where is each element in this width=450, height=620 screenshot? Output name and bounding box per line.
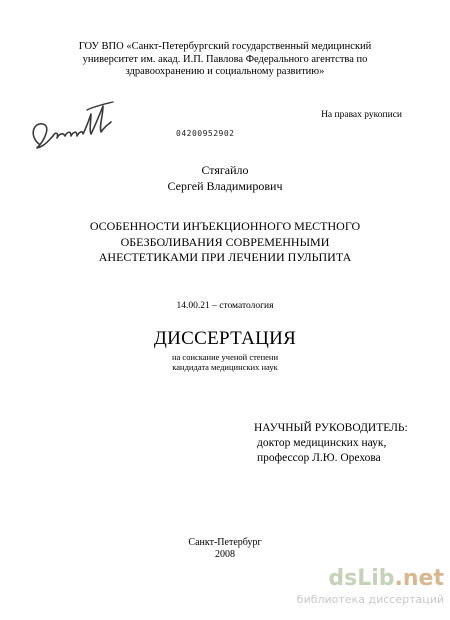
dissertation-title	[0, 219, 450, 266]
handwritten-signature	[25, 96, 117, 164]
degree-line-2: кандидата медицинских наук	[172, 362, 278, 372]
city: Санкт-Петербург	[188, 537, 262, 548]
title-line-3: АНЕСТЕТИКАМИ ПРИ ЛЕЧЕНИИ ПУЛЬПИТА	[98, 250, 352, 264]
place-block	[0, 537, 450, 560]
author-surname: Стягайло	[201, 163, 249, 177]
supervisor-heading: НАУЧНЫЙ РУКОВОДИТЕЛЬ:	[254, 422, 408, 434]
supervisor-name: профессор Л.Ю. Орехова	[257, 452, 381, 464]
rights-note: На правах рукописи	[321, 110, 402, 120]
document-code: 04200952902	[176, 129, 235, 138]
supervisor-block	[254, 421, 408, 466]
watermark	[268, 567, 444, 615]
watermark-logo-main: dsLib	[328, 566, 395, 591]
watermark-logo-suffix: .net	[394, 566, 444, 591]
specialty: 14.00.21 – стоматология	[176, 301, 274, 311]
document-type: ДИССЕРТАЦИЯ	[153, 328, 297, 349]
watermark-subtitle: библиотека диссертаций	[296, 593, 444, 606]
title-line-1: ОСОБЕННОСТИ ИНЪЕКЦИОННОГО МЕСТНОГО	[89, 219, 361, 233]
institution-line-1: ГОУ ВПО «Санкт-Петербургский государственный медицинский	[78, 41, 372, 52]
institution-header	[0, 41, 450, 79]
year: 2008	[215, 548, 235, 560]
institution-line-3: здравоохранению и социальному развитию»	[125, 66, 325, 77]
degree-block	[0, 352, 450, 372]
institution-line-2: университет им. акад. И.П. Павлова Федерального агентства по	[82, 53, 368, 65]
title-line-2: ОБЕЗБОЛИВАНИЯ СОВРЕМЕННЫМИ	[120, 234, 330, 249]
author-name: Сергей Владимирович	[167, 178, 283, 193]
watermark-logo	[268, 567, 444, 591]
degree-line-1: на соискание ученой степени	[171, 352, 278, 362]
supervisor-degree: доктор медицинских наук,	[257, 437, 387, 449]
author-block	[0, 163, 450, 194]
